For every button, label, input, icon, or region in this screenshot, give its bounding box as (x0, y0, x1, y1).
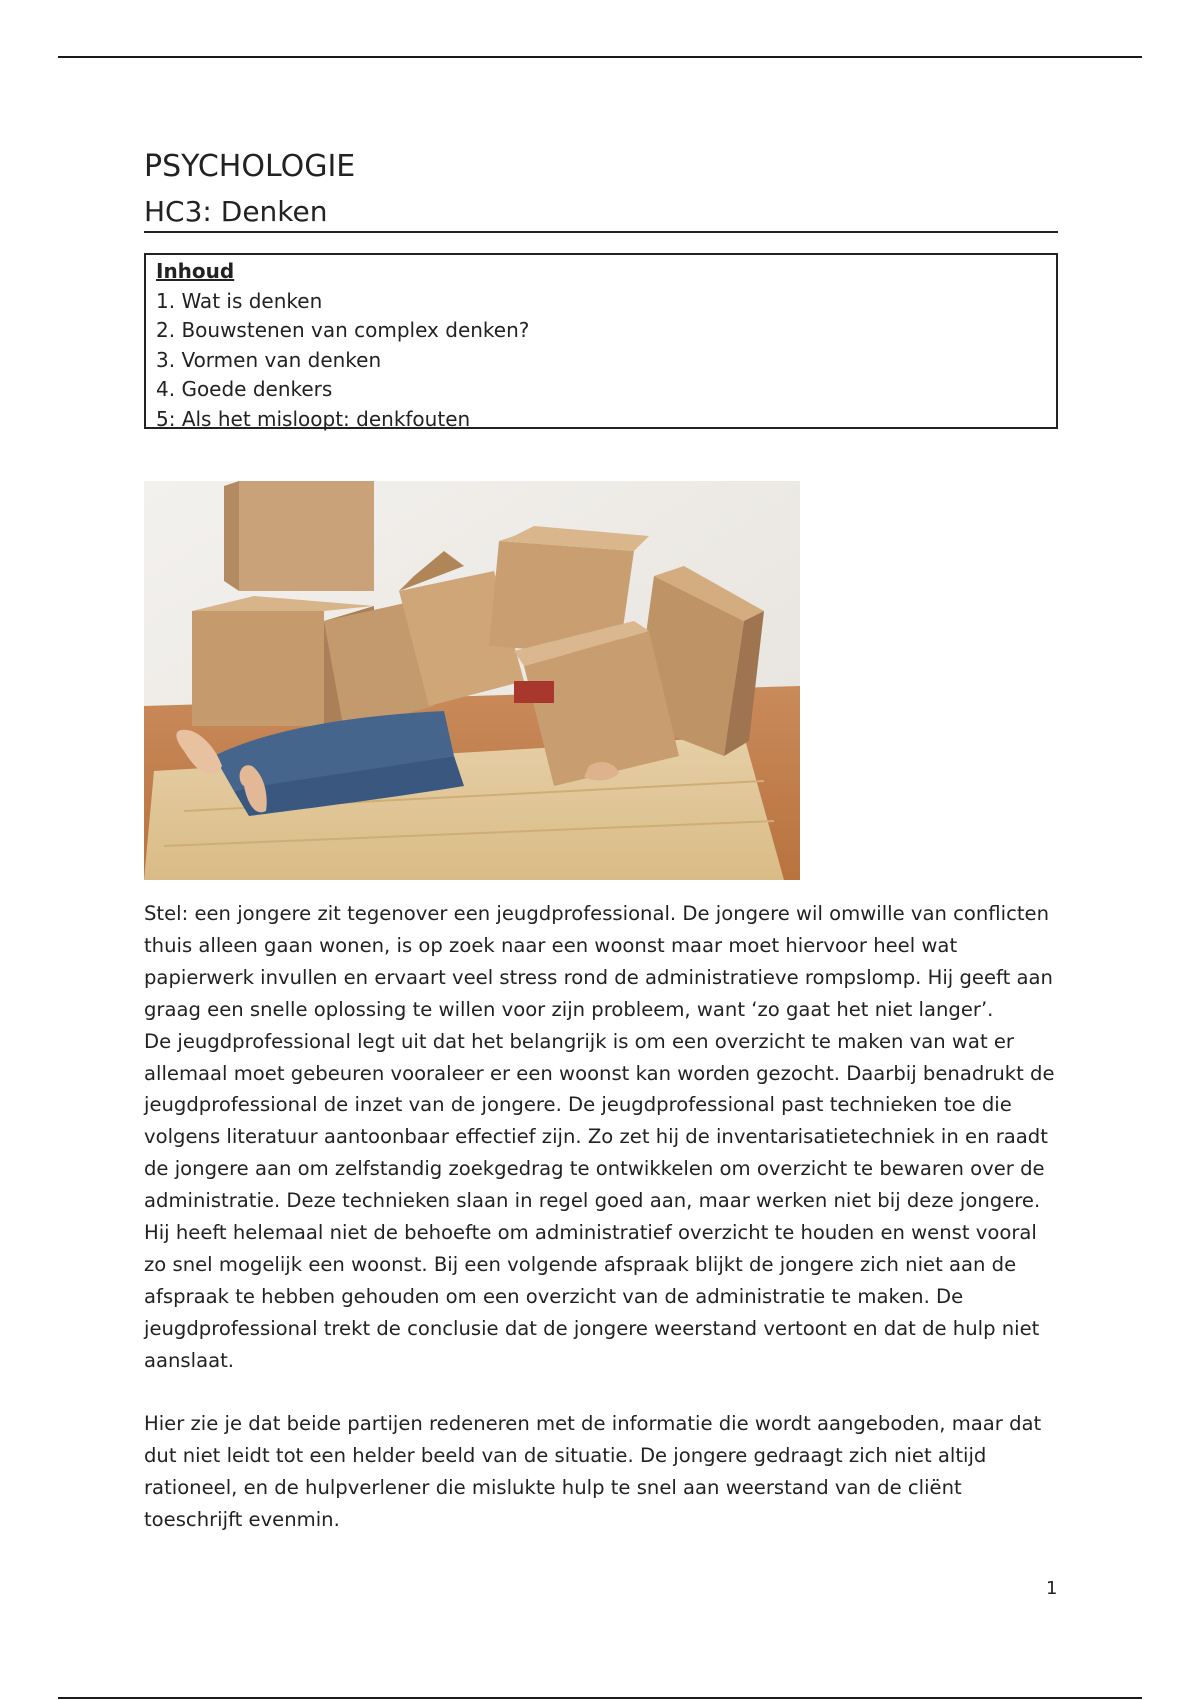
toc-item: 5: Als het misloopt: denkfouten (156, 406, 471, 431)
toc-item: 1. Wat is denken (156, 288, 323, 313)
toc-item: 3. Vormen van denken (156, 347, 382, 372)
toc-heading: Inhoud (156, 259, 235, 283)
toc-item: 4. Goede denkers (156, 377, 333, 401)
body-text (144, 898, 1058, 1536)
document-subtitle: HC3: Denken (144, 195, 328, 228)
page-top-rule (58, 56, 1142, 58)
paragraph: Stel: een jongere zit tegenover een jeugdprofessional. De jongere wil omwille van conflicten thuis alleen gaan wonen, is op zoek naar een woonst maar moet hiervoor heel wat papierwerk invullen en ervaart veel stress rond de administratieve rompslomp. Hij geeft aan graag een snelle oplossing te willen voor zijn probleem, want ‘zo gaat het niet langer’. (144, 902, 1053, 1021)
page-bottom-rule (58, 1697, 1142, 1699)
toc-item: 2. Bouwstenen van complex denken? (156, 318, 530, 342)
document-title: PSYCHOLOGIE (144, 149, 356, 184)
boxes-photo (144, 481, 800, 880)
paragraph: Hier zie je dat beide partijen redeneren met de informatie die wordt aangeboden, maar dat dut niet leidt tot een helder beeld van de situatie. De jongere gedraagt zich niet altijd rationeel, en de hulpverlener die mislukte hulp te snel aan weerstand van de cliënt toeschrijft evenmin. (144, 1412, 1042, 1532)
table-of-contents (144, 253, 1058, 429)
title-underline (144, 231, 1058, 233)
paragraph: De jeugdprofessional legt uit dat het belangrijk is om een overzicht te maken van wat er allemaal moet gebeuren vooraleer er een woonst kan worden gezocht. Daarbij benadrukt de jeugdprofessional de inzet van de jongere. De jeugdprofessional past technieken toe die volgens literatuur aantoonbaar effectief zijn. Zo zet hij de inventarisatietechniek in en raadt de jongere aan om zelfstandig zoekgedrag te ontwikkelen om overzicht te bewaren over de administratie. Deze technieken slaan in regel goed aan, maar werken niet bij deze jongere. Hij heeft helemaal niet de behoefte om administratief overzicht te houden en wenst vooral zo snel mogelijk een woonst. Bij een volgende afspraak blijkt de jongere zich niet aan de afspraak te hebben gehouden om een overzicht van de administratie te maken. De jeugdprofessional trekt de conclusie dat de jongere weerstand vertoont en dat de hulp niet aanslaat. (144, 1029, 1055, 1372)
toc-list (156, 287, 1056, 435)
page-number: 1 (1046, 1578, 1058, 1599)
